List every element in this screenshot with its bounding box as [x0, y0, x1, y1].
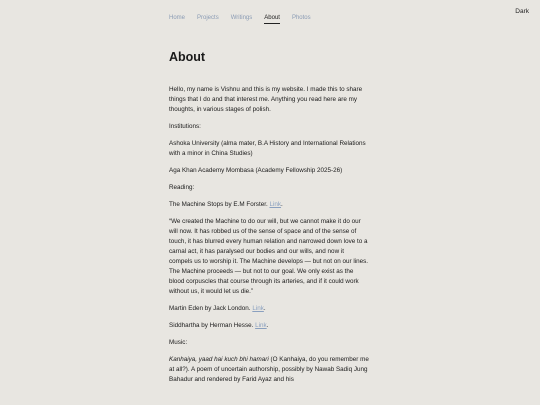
book-siddhartha-label: Siddhartha by Herman Hesse.: [169, 322, 254, 329]
book-siddhartha: [169, 321, 369, 331]
book-machine-stops-link[interactable]: Link: [269, 201, 282, 208]
period: .: [281, 201, 283, 208]
nav-photos[interactable]: Photos: [291, 15, 311, 21]
book-machine-stops-label: The Machine Stops by E.M Forster.: [169, 201, 268, 208]
nav-writings[interactable]: Writings: [230, 15, 253, 21]
book-martin-eden: [169, 304, 369, 314]
institutions-heading: Institutions:: [169, 123, 201, 130]
nav-home[interactable]: Home: [169, 15, 186, 21]
music-title: Kanhaiya, yaad hai kuch bhi hamari: [169, 356, 269, 363]
theme-toggle-button[interactable]: Dark: [515, 8, 529, 15]
institution-ashoka: Ashoka University (alma mater, B.A History and International Relations with a minor in China Studies): [169, 140, 366, 157]
nav-about[interactable]: About: [264, 14, 280, 24]
machine-stops-quote: “We created the Machine to do our will, but we cannot make it do our will now. It has robbed us of the sense of space and of the sense of touch, it has blurred every human relation and narrowed down love to a carnal act, it has paralysed our bodies and our wills, and now it compels us to worship it. The Machine develops — but not on our lines. The Machine proceeds — but not to our goal. We only exist as the blood corpuscles that course through its arteries, and if it could work without us, it would let us die.”: [169, 218, 369, 295]
about-content: [169, 50, 369, 392]
reading-heading: Reading:: [169, 184, 195, 191]
book-machine-stops: [169, 200, 369, 210]
music-entry: [169, 355, 369, 385]
institution-aga-khan: Aga Khan Academy Mombasa (Academy Fellowship 2025-26): [169, 167, 343, 174]
book-siddhartha-link[interactable]: Link: [255, 322, 267, 329]
period: .: [266, 322, 269, 329]
period: .: [263, 305, 266, 312]
nav-projects[interactable]: Projects: [197, 15, 219, 21]
music-description: (O Kanhaiya, do you remember me at all?). A poem of uncertain authorship, possibly by Nawab Sadiq Jung Bahadur and rendered by Farid Ayaz and his: [169, 356, 369, 383]
main-nav: [169, 14, 323, 24]
intro-paragraph: Hello, my name is Vishnu and this is my website. I made this to share things that I do and that interest me. Anything you read here are my thoughts, in various stages of polish.: [169, 86, 363, 113]
music-heading: Music:: [169, 339, 188, 346]
page-title: About: [169, 50, 206, 64]
book-martin-eden-link[interactable]: Link: [252, 305, 264, 312]
book-martin-eden-label: Martin Eden by Jack London.: [169, 305, 251, 312]
